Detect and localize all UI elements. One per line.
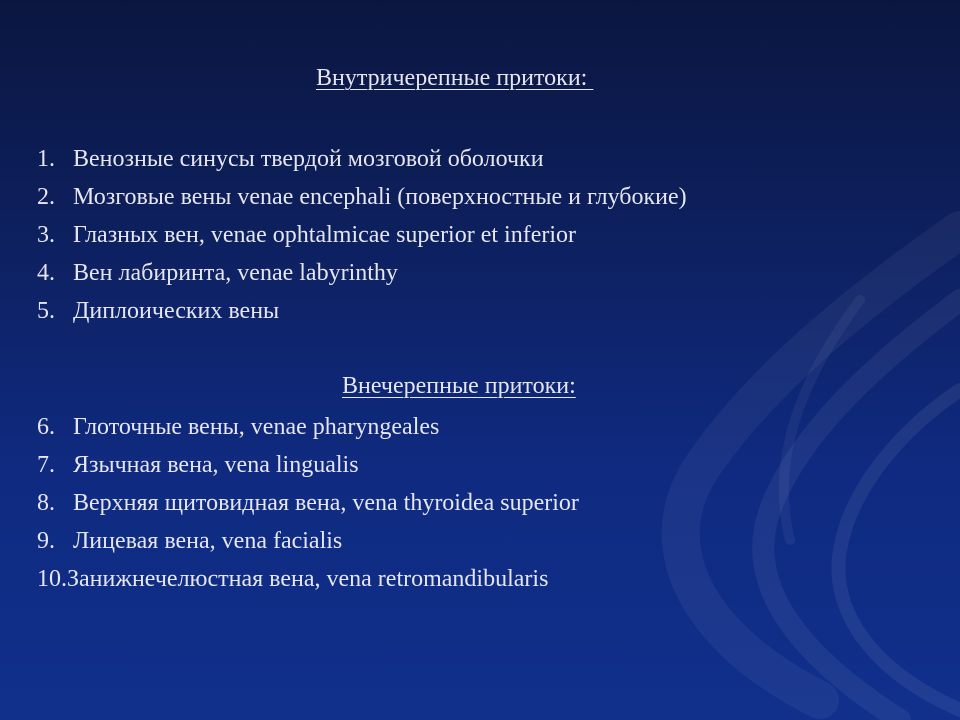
list-item [37, 560, 579, 598]
list-item [37, 254, 687, 292]
list-text: Верхняя щитовидная вена, vena thyroidea superior [73, 490, 579, 516]
list-number: 6. [37, 414, 55, 440]
list-number: 7. [37, 452, 55, 478]
list-number: 3. [37, 222, 55, 248]
list-number: 1. [37, 146, 55, 172]
list-text: Глазных вен, venae ophtalmicae superior et inferior [73, 222, 577, 248]
list-item [37, 408, 579, 446]
extracranial-list [37, 408, 579, 598]
list-text: Вен лабиринта, venae labyrinthy [73, 260, 398, 286]
list-item [37, 216, 687, 254]
list-text: Глоточные вены, venae pharyngeales [73, 414, 440, 440]
list-item [37, 446, 579, 484]
intracranial-heading: Внутричерепные притоки: [316, 65, 594, 91]
list-number: 10. [37, 566, 67, 592]
list-text: Лицевая вена, vena facialis [73, 528, 343, 554]
list-item [37, 140, 687, 178]
list-item [37, 522, 579, 560]
list-item [37, 292, 687, 330]
list-number: 8. [37, 490, 55, 516]
list-text: Мозговые вены venae encephali (поверхностные и глубокие) [73, 184, 687, 210]
list-text: Венозные синусы твердой мозговой оболочки [73, 146, 544, 172]
list-item [37, 178, 687, 216]
list-item [37, 484, 579, 522]
list-text: Диплоических вены [73, 298, 280, 324]
list-number: 4. [37, 260, 55, 286]
list-number: 5. [37, 298, 55, 324]
list-number: 2. [37, 184, 55, 210]
intracranial-list [37, 140, 687, 330]
list-number: 9. [37, 528, 55, 554]
list-text: Занижнечелюстная вена, vena retromandibularis [67, 566, 549, 592]
list-text: Язычная вена, vena lingualis [73, 452, 359, 478]
extracranial-heading: Внечерепные притоки: [342, 373, 576, 399]
